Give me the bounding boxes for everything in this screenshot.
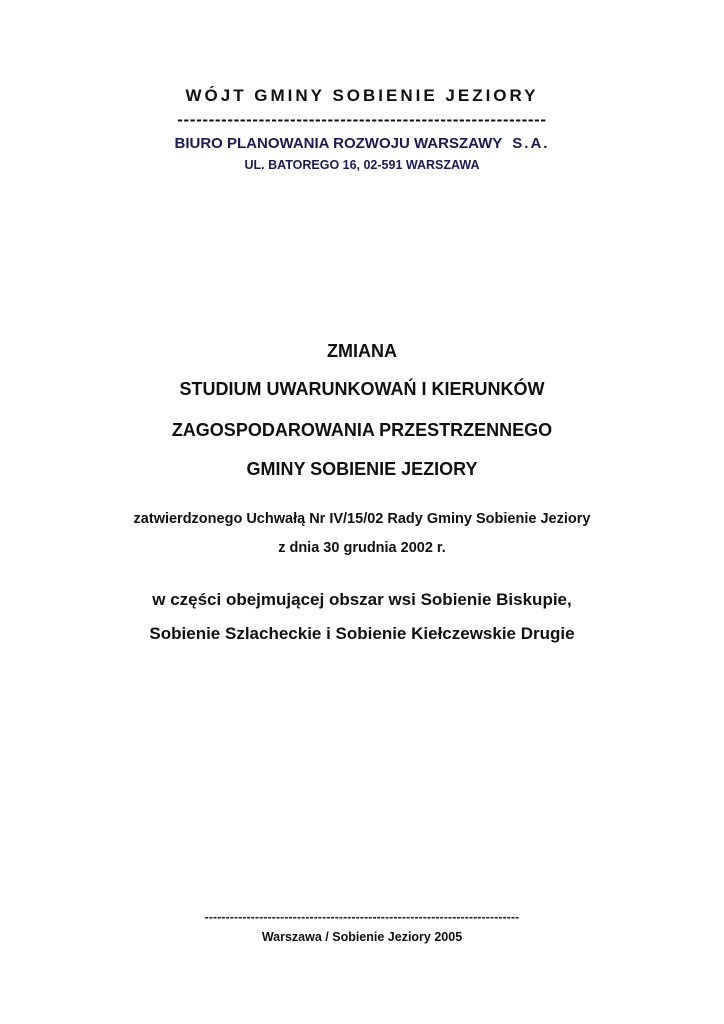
document-title-line-2: STUDIUM UWARUNKOWAŃ I KIERUNKÓW xyxy=(179,379,545,399)
footer-separator: --------------------------------------------------------------------------- xyxy=(204,910,520,924)
footer-place-year: Warszawa / Sobienie Jeziory 2005 xyxy=(261,930,463,944)
approval-date: z dnia 30 grudnia 2002 r. xyxy=(278,540,446,556)
scope-line-2: Sobienie Szlacheckie i Sobienie Kiełczewskie Drugie xyxy=(149,624,575,643)
bureau-name-text: BIURO PLANOWANIA ROZWOJU WARSZAWY xyxy=(174,135,503,152)
header-separator: ----------------------------------------------------------- xyxy=(177,110,547,129)
document-title-line-1: ZMIANA xyxy=(327,341,397,361)
document-title-line-3: ZAGOSPODAROWANIA PRZESTRZENNEGO xyxy=(171,420,553,440)
issuer-heading: WÓJT GMINY SOBIENIE JEZIORY xyxy=(185,86,539,105)
bureau-suffix: S.A. xyxy=(512,135,550,152)
scope-line-1: w części obejmującej obszar wsi Sobienie Biskupie, xyxy=(152,590,572,609)
bureau-address: UL. BATOREGO 16, 02-591 WARSZAWA xyxy=(244,158,480,172)
document-title-line-4: GMINY SOBIENIE JEZIORY xyxy=(246,459,478,479)
bureau-name xyxy=(0,135,724,152)
approval-resolution: zatwierdzonego Uchwałą Nr IV/15/02 Rady Gminy Sobienie Jeziory xyxy=(133,511,591,527)
